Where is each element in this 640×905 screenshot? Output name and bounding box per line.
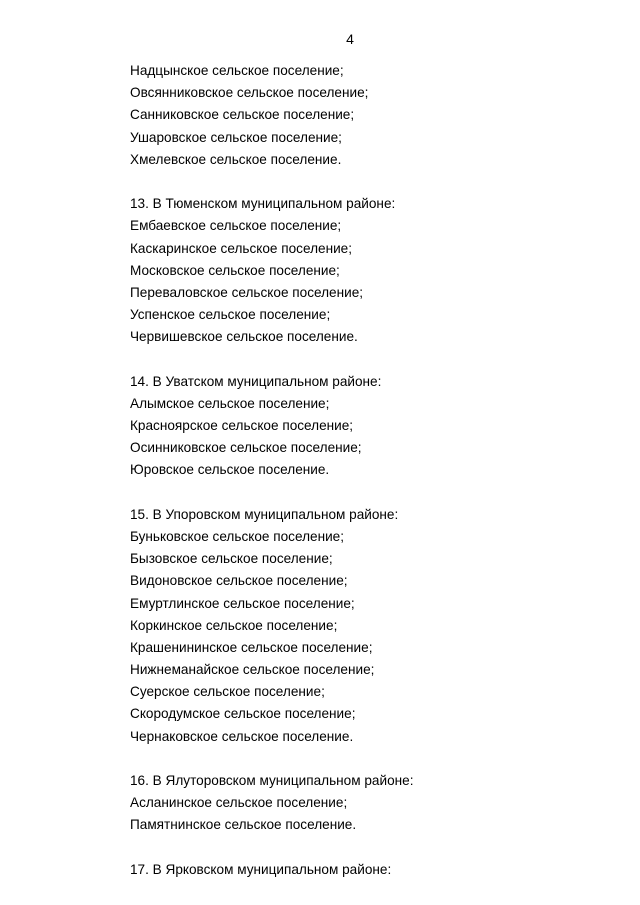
list-item: Скородумское сельское поселение; (130, 706, 356, 722)
section-15 (130, 504, 610, 748)
list-item: Овсянниковское сельское поселение; (130, 85, 369, 101)
list-item: Асланинское сельское поселение; (130, 795, 348, 811)
list-item: Каскаринское сельское поселение; (130, 240, 353, 256)
list-item: Памятнинское сельское поселение. (130, 817, 357, 833)
list-item: Нижнеманайское сельское поселение; (130, 662, 375, 678)
list-item: Санниковское сельское поселение; (130, 107, 355, 123)
section-13 (130, 193, 610, 348)
paragraph-spacer (130, 837, 610, 859)
list-item: Успенское сельское поселение; (130, 307, 331, 323)
list-item: Ушаровское сельское поселение; (130, 129, 342, 145)
section-heading: 13. В Тюменском муниципальном районе: (130, 196, 396, 212)
list-item: Хмелевское сельское поселение. (130, 151, 342, 167)
list-item: Емуртлинское сельское поселение; (130, 595, 355, 611)
list-item: Юровское сельское поселение. (130, 462, 330, 478)
list-item: Надцынское сельское поселение; (130, 63, 344, 78)
section-16 (130, 770, 610, 837)
list-item: Алымское сельское поселение; (130, 395, 330, 411)
section-17 (130, 859, 610, 881)
list-item: Чернаковское сельское поселение. (130, 728, 354, 744)
paragraph-spacer (130, 482, 610, 504)
page-number: 4 (346, 31, 354, 47)
section-heading: 17. В Ярковском муниципальном районе: (130, 861, 392, 877)
list-item: Буньковское сельское поселение; (130, 528, 345, 544)
list-item: Красноярское сельское поселение; (130, 418, 354, 433)
section-heading: 14. В Уватском муниципальном районе: (130, 373, 382, 389)
list-item: Бызовское сельское поселение; (130, 551, 333, 567)
document-content (130, 60, 610, 881)
list-item: Червишевское сельское поселение. (130, 329, 358, 345)
paragraph-spacer (130, 171, 610, 193)
list-item: Осинниковское сельское поселение; (130, 440, 362, 456)
list-item: Переваловское сельское поселение; (130, 284, 364, 300)
section-14 (130, 371, 610, 482)
list-item: Суерское сельское поселение; (130, 684, 325, 700)
list-item: Крашенининское сельское поселение; (130, 639, 373, 655)
intro-list (130, 60, 610, 171)
list-item: Видоновское сельское поселение; (130, 573, 348, 589)
section-heading: 16. В Ялуторовском муниципальном районе: (130, 773, 414, 788)
list-item: Ембаевское сельское поселение; (130, 218, 342, 234)
list-item: Коркинское сельское поселение; (130, 617, 338, 633)
section-heading: 15. В Упоровском муниципальном районе: (130, 506, 399, 522)
paragraph-spacer (130, 348, 610, 370)
paragraph-spacer (130, 748, 610, 770)
list-item: Московское сельское поселение; (130, 262, 340, 278)
